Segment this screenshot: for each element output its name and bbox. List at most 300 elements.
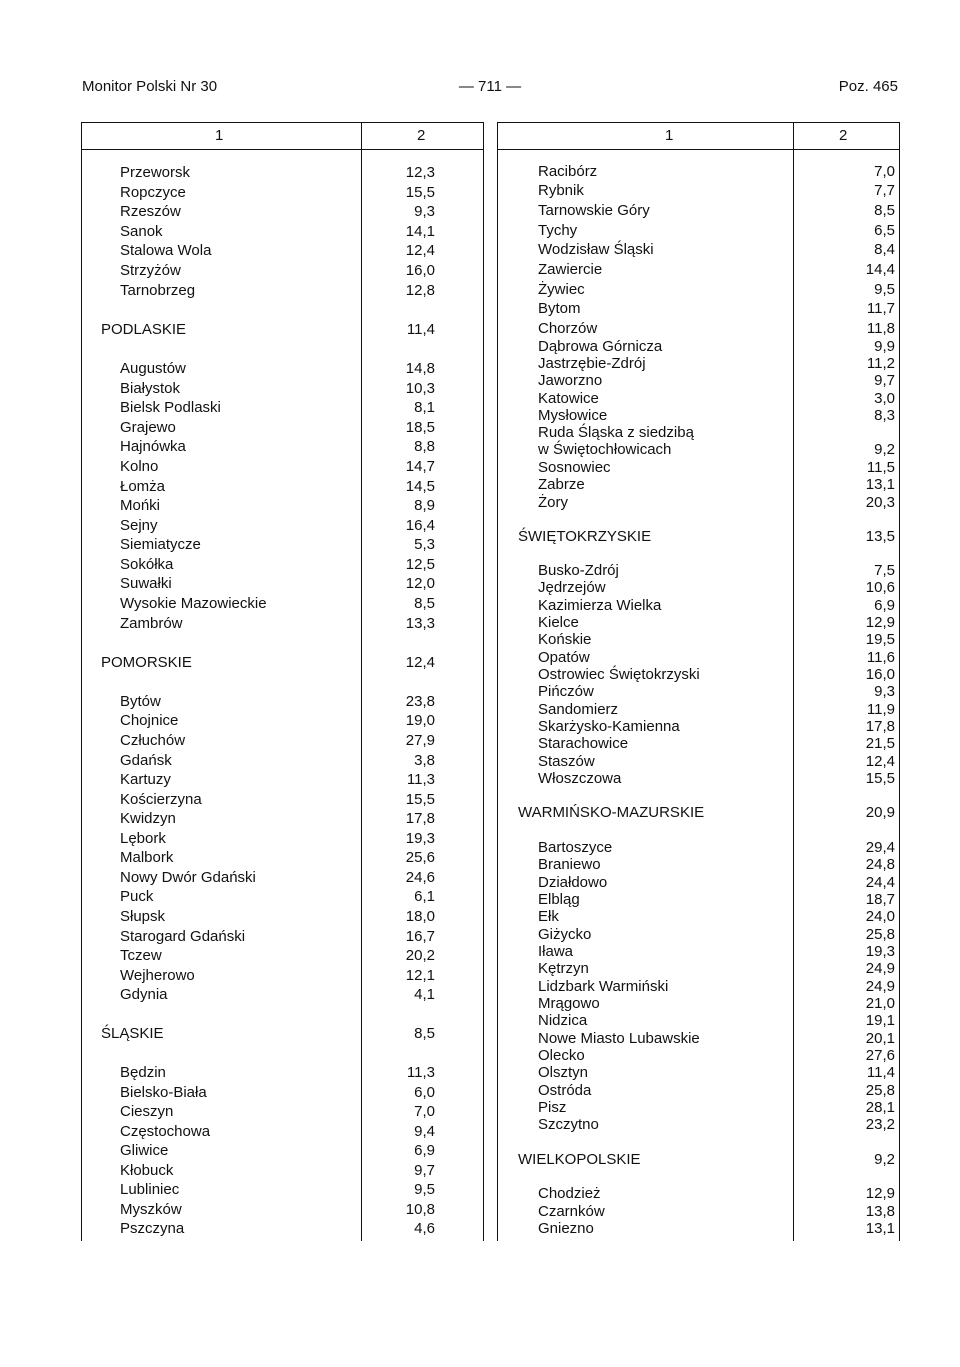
- county-row: [498, 631, 899, 649]
- county-name: Mońki: [120, 497, 161, 514]
- rate-value: 9,5: [874, 281, 895, 298]
- county-row: [82, 1181, 483, 1199]
- rate-value: 20,9: [865, 804, 895, 821]
- rate-value: 9,9: [874, 338, 895, 355]
- county-name: Kolno: [120, 458, 159, 475]
- rate-value: 12,9: [865, 614, 895, 631]
- left-col2-header: 2: [417, 127, 426, 144]
- county-row: [82, 399, 483, 417]
- county-name: Rybnik: [538, 182, 584, 199]
- rate-value: 28,1: [865, 1099, 895, 1116]
- county-name: Sokółka: [120, 556, 174, 573]
- rate-value: 19,0: [405, 712, 435, 729]
- rate-value: 14,5: [405, 478, 435, 495]
- rate-value: 29,4: [865, 839, 895, 856]
- county-name: Racibórz: [538, 163, 598, 180]
- county-name: Tarnowskie Góry: [538, 202, 650, 219]
- rate-value: 9,7: [874, 372, 895, 389]
- county-name: Przeworsk: [120, 164, 191, 181]
- county-name: Puck: [120, 888, 154, 905]
- rate-value: 11,8: [866, 320, 895, 337]
- rate-value: 25,8: [865, 1082, 895, 1099]
- county-name: Gliwice: [120, 1142, 169, 1159]
- county-row: [82, 986, 483, 1004]
- county-name: Staszów: [538, 753, 595, 770]
- region-row: [82, 654, 483, 672]
- county-row: [498, 1185, 899, 1203]
- rate-value: 17,8: [405, 810, 435, 827]
- county-row: [498, 222, 899, 240]
- rate-value: 9,2: [874, 1151, 895, 1168]
- county-row: [498, 372, 899, 390]
- rate-value: 12,3: [405, 164, 435, 181]
- county-name: Hajnówka: [120, 438, 186, 455]
- rate-value: 21,5: [865, 735, 895, 752]
- county-name: Żory: [538, 494, 568, 511]
- county-row: [498, 320, 899, 338]
- county-row: [498, 1082, 899, 1100]
- rate-value: 8,5: [414, 1025, 435, 1042]
- rate-value: 11,9: [866, 701, 895, 718]
- county-row: [82, 693, 483, 711]
- rate-value: 23,2: [865, 1116, 895, 1133]
- county-name: Łomża: [120, 478, 166, 495]
- left-col1-header: 1: [215, 127, 224, 144]
- rate-value: 8,5: [874, 202, 895, 219]
- county-row: [498, 1030, 899, 1048]
- county-row: [498, 494, 899, 512]
- county-name: Włoszczowa: [538, 770, 622, 787]
- rate-value: 10,6: [865, 579, 895, 596]
- county-row: [82, 438, 483, 456]
- county-row: [82, 967, 483, 985]
- county-row: [82, 380, 483, 398]
- region-row: [82, 321, 483, 339]
- rate-value: 9,7: [414, 1162, 435, 1179]
- county-name: Żywiec: [538, 281, 585, 298]
- county-row: [498, 441, 899, 459]
- county-name: Kwidzyn: [120, 810, 176, 827]
- county-name: Malbork: [120, 849, 174, 866]
- county-name: Augustów: [120, 360, 186, 377]
- county-name: Chorzów: [538, 320, 598, 337]
- rate-value: 23,8: [405, 693, 435, 710]
- county-row: [498, 338, 899, 356]
- rate-value: 19,1: [865, 1012, 895, 1029]
- county-name: Mysłowice: [538, 407, 608, 424]
- county-name: Giżycko: [538, 926, 592, 943]
- rate-value: 18,0: [405, 908, 435, 925]
- county-row: [498, 424, 899, 442]
- county-row: [498, 579, 899, 597]
- region-row: [82, 1025, 483, 1043]
- rate-value: 16,0: [865, 666, 895, 683]
- rate-value: 19,5: [865, 631, 895, 648]
- county-name: Kazimierza Wielka: [538, 597, 662, 614]
- rate-value: 8,1: [414, 399, 435, 416]
- county-name: Lubliniec: [120, 1181, 180, 1198]
- right-table: [497, 122, 900, 1241]
- county-name: Olsztyn: [538, 1064, 589, 1081]
- rate-value: 11,2: [866, 355, 895, 372]
- county-row: [82, 556, 483, 574]
- county-row: [498, 300, 899, 318]
- county-row: [498, 390, 899, 408]
- county-row: [498, 856, 899, 874]
- rate-value: 13,1: [865, 476, 895, 493]
- rate-value: 7,7: [874, 182, 895, 199]
- rate-value: 12,1: [405, 967, 435, 984]
- county-name: Gdynia: [120, 986, 168, 1003]
- county-name: Końskie: [538, 631, 592, 648]
- rate-value: 16,0: [405, 262, 435, 279]
- rate-value: 25,6: [405, 849, 435, 866]
- rate-value: 16,7: [405, 928, 435, 945]
- rate-value: 11,4: [406, 321, 435, 338]
- rate-value: 4,6: [414, 1220, 435, 1237]
- rate-value: 8,3: [874, 407, 895, 424]
- publication-title: Monitor Polski Nr 30: [82, 78, 218, 95]
- county-row: [82, 458, 483, 476]
- county-row: [82, 615, 483, 633]
- rate-value: 15,5: [865, 770, 895, 787]
- county-name: Zabrze: [538, 476, 585, 493]
- county-name: Bytów: [120, 693, 161, 710]
- county-row: [498, 182, 899, 200]
- county-row: [82, 419, 483, 437]
- rate-value: 24,4: [865, 874, 895, 891]
- rate-value: 17,8: [865, 718, 895, 735]
- rate-value: 18,7: [865, 891, 895, 908]
- county-row: [498, 701, 899, 719]
- county-name: Ełk: [538, 908, 559, 925]
- county-row: [82, 810, 483, 828]
- county-row: [498, 1012, 899, 1030]
- rate-value: 12,9: [865, 1185, 895, 1202]
- county-row: [82, 1201, 483, 1219]
- rate-value: 18,5: [405, 419, 435, 436]
- county-row: [498, 960, 899, 978]
- county-name: Iława: [538, 943, 574, 960]
- region-name: POMORSKIE: [101, 654, 192, 671]
- rate-value: 20,3: [865, 494, 895, 511]
- county-name: Sanok: [120, 223, 163, 240]
- rate-value: 10,8: [405, 1201, 435, 1218]
- county-row: [82, 947, 483, 965]
- county-name: Jaworzno: [538, 372, 603, 389]
- county-row: [498, 562, 899, 580]
- county-name: Tczew: [120, 947, 162, 964]
- rate-value: 13,5: [865, 528, 895, 545]
- county-row: [498, 770, 899, 788]
- county-name: Wodzisław Śląski: [538, 241, 654, 258]
- county-row: [82, 869, 483, 887]
- county-row: [498, 666, 899, 684]
- region-row: [498, 1151, 899, 1169]
- rate-value: 19,3: [865, 943, 895, 960]
- rate-value: 12,4: [865, 753, 895, 770]
- county-name: Nowe Miasto Lubawskie: [538, 1030, 700, 1047]
- county-name: Bielsko-Biała: [120, 1084, 207, 1101]
- county-name: Chodzież: [538, 1185, 601, 1202]
- county-row: [498, 476, 899, 494]
- county-name: Siemiatycze: [120, 536, 201, 553]
- county-row: [498, 281, 899, 299]
- rate-value: 20,1: [865, 1030, 895, 1047]
- county-row: [82, 849, 483, 867]
- county-row: [498, 407, 899, 425]
- county-row: [498, 683, 899, 701]
- county-name: Zawiercie: [538, 261, 603, 278]
- county-row: [498, 753, 899, 771]
- county-name: Ruda Śląska z siedzibą: [538, 424, 694, 441]
- county-row: [498, 978, 899, 996]
- county-name: Czarnków: [538, 1203, 605, 1220]
- rate-value: 19,3: [405, 830, 435, 847]
- county-row: [498, 261, 899, 279]
- rate-value: 27,6: [865, 1047, 895, 1064]
- county-name: Tarnobrzeg: [120, 282, 196, 299]
- county-name: Kętrzyn: [538, 960, 589, 977]
- right-col1-header: 1: [665, 127, 674, 144]
- right-col2-header: 2: [839, 127, 848, 144]
- county-row: [82, 908, 483, 926]
- county-row: [498, 597, 899, 615]
- rate-value: 8,5: [414, 595, 435, 612]
- county-name: Nowy Dwór Gdański: [120, 869, 256, 886]
- county-name: Bytom: [538, 300, 581, 317]
- left-table: [81, 122, 484, 1241]
- county-row: [82, 595, 483, 613]
- rate-value: 9,3: [414, 203, 435, 220]
- left-table-header: [82, 123, 483, 150]
- county-name: Wysokie Mazowieckie: [120, 595, 267, 612]
- county-name: Gniezno: [538, 1220, 594, 1237]
- rate-value: 6,9: [414, 1142, 435, 1159]
- rate-value: 14,4: [865, 261, 895, 278]
- rate-value: 10,3: [405, 380, 435, 397]
- county-name: Kościerzyna: [120, 791, 202, 808]
- county-name: Kielce: [538, 614, 579, 631]
- county-row: [498, 459, 899, 477]
- right-table-header: [498, 123, 899, 150]
- rate-value: 12,5: [405, 556, 435, 573]
- rate-value: 24,9: [865, 978, 895, 995]
- county-row: [498, 839, 899, 857]
- rate-value: 21,0: [865, 995, 895, 1012]
- county-row: [498, 1099, 899, 1117]
- county-row: [498, 995, 899, 1013]
- county-name: Suwałki: [120, 575, 172, 592]
- county-name: Opatów: [538, 649, 590, 666]
- rate-value: 24,8: [865, 856, 895, 873]
- county-row: [82, 1064, 483, 1082]
- county-row: [82, 1084, 483, 1102]
- county-name: Bielsk Podlaski: [120, 399, 221, 416]
- county-row: [498, 943, 899, 961]
- county-row: [498, 1047, 899, 1065]
- county-name: Olecko: [538, 1047, 585, 1064]
- county-name: Jędrzejów: [538, 579, 606, 596]
- county-row: [82, 732, 483, 750]
- rate-value: 13,1: [865, 1220, 895, 1237]
- county-row: [82, 478, 483, 496]
- county-row: [498, 163, 899, 181]
- county-row: [498, 649, 899, 667]
- county-row: [498, 1220, 899, 1238]
- county-name: w Świętochłowicach: [538, 441, 672, 458]
- county-name: Bartoszyce: [538, 839, 613, 856]
- county-row: [498, 355, 899, 373]
- rate-value: 27,9: [405, 732, 435, 749]
- county-name: Chojnice: [120, 712, 179, 729]
- page-header: [82, 78, 898, 102]
- county-row: [82, 262, 483, 280]
- county-name: Myszków: [120, 1201, 182, 1218]
- county-name: Sejny: [120, 517, 158, 534]
- county-name: Pszczyna: [120, 1220, 185, 1237]
- county-name: Ostróda: [538, 1082, 592, 1099]
- county-row: [82, 771, 483, 789]
- county-name: Działdowo: [538, 874, 608, 891]
- county-name: Ostrowiec Świętokrzyski: [538, 666, 700, 683]
- rate-value: 12,4: [405, 242, 435, 259]
- county-row: [82, 517, 483, 535]
- county-name: Nidzica: [538, 1012, 588, 1029]
- rate-value: 8,9: [414, 497, 435, 514]
- rate-value: 5,3: [414, 536, 435, 553]
- rate-value: 9,3: [874, 683, 895, 700]
- rate-value: 11,7: [866, 300, 895, 317]
- rate-value: 11,4: [866, 1064, 895, 1081]
- rate-value: 3,8: [414, 752, 435, 769]
- rate-value: 6,9: [874, 597, 895, 614]
- county-name: Kartuzy: [120, 771, 171, 788]
- rate-value: 25,8: [865, 926, 895, 943]
- rate-value: 7,5: [874, 562, 895, 579]
- county-row: [498, 891, 899, 909]
- county-row: [82, 282, 483, 300]
- county-row: [498, 1203, 899, 1221]
- county-name: Białystok: [120, 380, 181, 397]
- county-name: Skarżysko-Kamienna: [538, 718, 680, 735]
- county-name: Pińczów: [538, 683, 594, 700]
- rate-value: 20,2: [405, 947, 435, 964]
- rate-value: 15,5: [405, 184, 435, 201]
- county-row: [82, 1103, 483, 1121]
- region-name: WIELKOPOLSKIE: [518, 1151, 641, 1168]
- county-name: Człuchów: [120, 732, 186, 749]
- rate-value: 8,8: [414, 438, 435, 455]
- rate-value: 12,8: [405, 282, 435, 299]
- rate-value: 7,0: [414, 1103, 435, 1120]
- position-number: Poz. 465: [838, 78, 898, 95]
- county-row: [498, 874, 899, 892]
- rate-value: 12,4: [405, 654, 435, 671]
- county-row: [498, 926, 899, 944]
- county-row: [82, 223, 483, 241]
- county-name: Mrągowo: [538, 995, 600, 1012]
- rate-value: 9,2: [874, 441, 895, 458]
- county-name: Słupsk: [120, 908, 166, 925]
- county-name: Elbląg: [538, 891, 580, 908]
- county-row: [498, 202, 899, 220]
- rate-value: 15,5: [405, 791, 435, 808]
- rate-value: 24,9: [865, 960, 895, 977]
- rate-value: 3,0: [874, 390, 895, 407]
- county-name: Będzin: [120, 1064, 166, 1081]
- county-row: [498, 614, 899, 632]
- rate-value: 6,0: [414, 1084, 435, 1101]
- county-name: Pisz: [538, 1099, 567, 1116]
- county-name: Ropczyce: [120, 184, 186, 201]
- rate-value: 9,4: [414, 1123, 435, 1140]
- rate-value: 16,4: [405, 517, 435, 534]
- rate-value: 11,3: [406, 771, 435, 788]
- county-row: [82, 1220, 483, 1238]
- county-row: [498, 1116, 899, 1134]
- rate-value: 13,8: [865, 1203, 895, 1220]
- county-row: [82, 928, 483, 946]
- county-name: Strzyżów: [120, 262, 181, 279]
- county-row: [82, 164, 483, 182]
- county-name: Starachowice: [538, 735, 629, 752]
- county-row: [82, 712, 483, 730]
- county-row: [82, 536, 483, 554]
- region-row: [498, 804, 899, 822]
- region-row: [498, 528, 899, 546]
- rate-value: 8,4: [874, 241, 895, 258]
- county-row: [82, 752, 483, 770]
- county-row: [82, 360, 483, 378]
- county-row: [82, 497, 483, 515]
- county-name: Gdańsk: [120, 752, 172, 769]
- county-name: Stalowa Wola: [120, 242, 212, 259]
- rate-value: 14,1: [405, 223, 435, 240]
- region-name: ŚWIĘTOKRZYSKIE: [518, 528, 652, 545]
- county-row: [82, 830, 483, 848]
- county-name: Cieszyn: [120, 1103, 174, 1120]
- county-name: Szczytno: [538, 1116, 599, 1133]
- rate-value: 11,5: [866, 459, 895, 476]
- rate-value: 12,0: [405, 575, 435, 592]
- county-name: Sandomierz: [538, 701, 619, 718]
- rate-value: 4,1: [414, 986, 435, 1003]
- rate-value: 14,7: [405, 458, 435, 475]
- rate-value: 7,0: [874, 163, 895, 180]
- county-row: [498, 908, 899, 926]
- county-row: [82, 1123, 483, 1141]
- rate-value: 24,0: [865, 908, 895, 925]
- county-name: Lębork: [120, 830, 166, 847]
- region-name: ŚLĄSKIE: [101, 1025, 164, 1042]
- rate-value: 11,6: [866, 649, 895, 666]
- region-name: WARMIŃSKO-MAZURSKIE: [518, 804, 705, 821]
- county-name: Kłobuck: [120, 1162, 174, 1179]
- county-name: Tychy: [538, 222, 578, 239]
- county-name: Jastrzębie-Zdrój: [538, 355, 646, 372]
- county-row: [498, 718, 899, 736]
- county-row: [498, 735, 899, 753]
- county-row: [82, 184, 483, 202]
- county-name: Częstochowa: [120, 1123, 211, 1140]
- county-name: Grajewo: [120, 419, 176, 436]
- county-row: [82, 1142, 483, 1160]
- rate-value: 11,3: [406, 1064, 435, 1081]
- rate-value: 13,3: [405, 615, 435, 632]
- county-name: Rzeszów: [120, 203, 181, 220]
- county-name: Busko-Zdrój: [538, 562, 619, 579]
